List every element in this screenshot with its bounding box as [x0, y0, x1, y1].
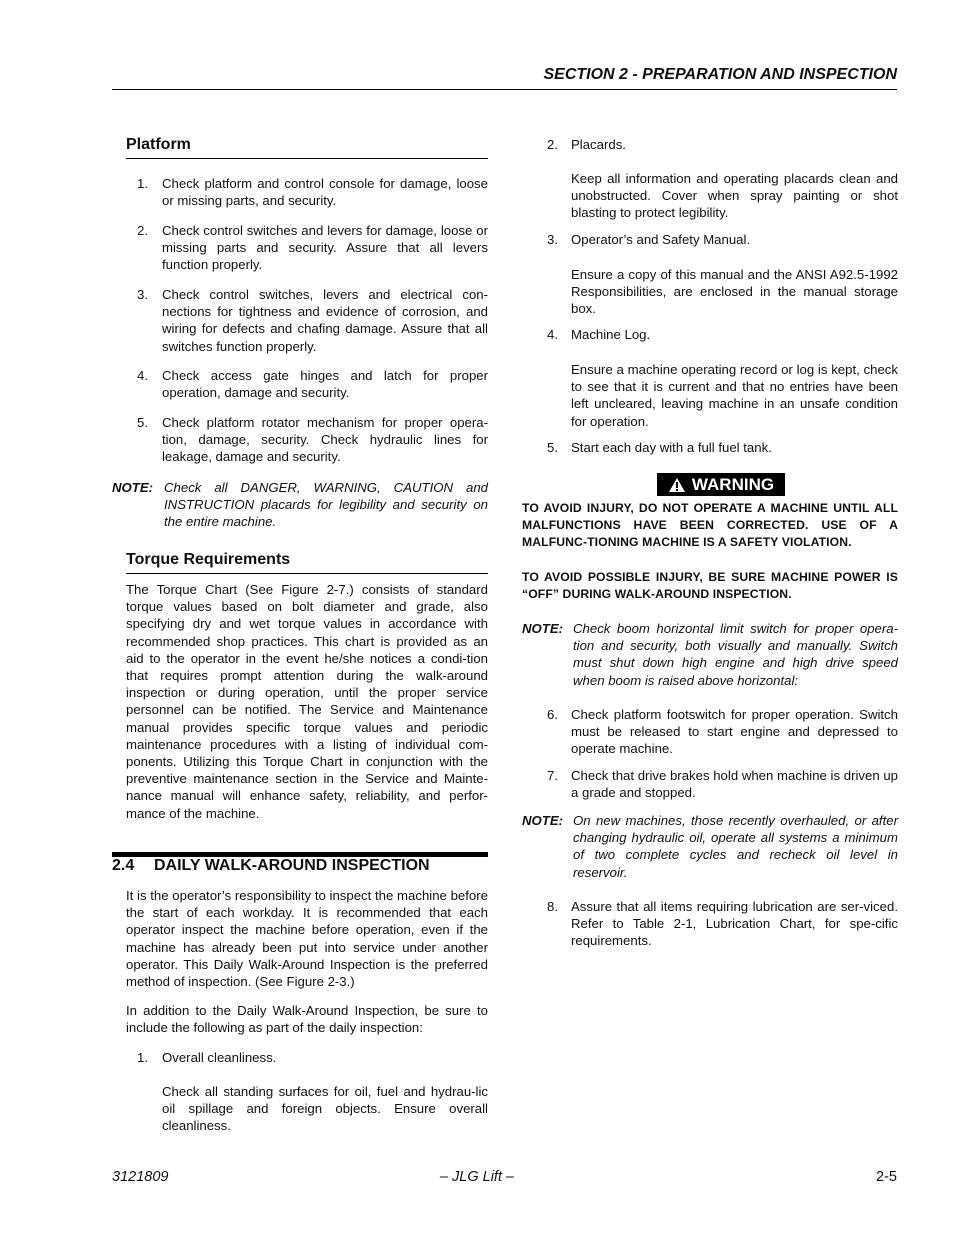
item-6-text: Check platform footswitch for proper operation. Switch must be released to start engine and depressed to operate machine. [571, 707, 898, 757]
platform-note-text: Check all DANGER, WARNING, CAUTION and INSTRUCTION placards for legibility and security on the entire machine. [164, 480, 488, 530]
item-8-number: 8. [547, 899, 558, 914]
note-1-text: Check boom horizontal limit switch for proper opera-tion and security, both visually and manually. Switch must shut down high engine and high drive speed when boom is raised above horizontal: [573, 621, 898, 688]
warning-triangle-icon [668, 477, 686, 493]
platform-heading-rule [126, 158, 488, 159]
item-6-number: 6. [547, 707, 558, 722]
warning-label: WARNING [691, 475, 775, 494]
note-1-label: NOTE: [522, 621, 564, 636]
section-para-1: It is the operator’s responsibility to inspect the machine before the start of each workday. It is recommended that each operator inspect the machine before operation, even if the machine has already been put into service under another operator. This Daily Walk-Around Inspection is the preferred method of inspection. (See Figure 2-3.) [126, 888, 488, 990]
section-header-title: SECTION 2 - PREPARATION AND INSPECTION [543, 66, 897, 83]
section-heading [112, 857, 430, 874]
item-7-text: Check that drive brakes hold when machine is driven up a grade and stopped. [571, 768, 898, 801]
header-rule [112, 89, 897, 90]
platform-item-4-text: Check access gate hinges and latch for proper operation, damage and security. [162, 368, 488, 401]
note-2-text: On new machines, those recently overhauled, or after changing hydraulic oil, operate all systems a minimum of two complete cycles and recheck oil level in reservoir. [573, 813, 898, 880]
torque-heading-rule [126, 573, 488, 574]
section-item-1-number: 1. [137, 1050, 148, 1065]
item-5-text: Start each day with a full fuel tank. [571, 440, 772, 455]
platform-item-1-number: 1. [137, 176, 148, 191]
footer-brand: – JLG Lift – [439, 1169, 515, 1185]
platform-item-2-number: 2. [137, 223, 148, 238]
item-3-number: 3. [547, 232, 558, 247]
section-item-1-body: Check all standing surfaces for oil, fuel and hydrau-lic oil spillage and foreign objects. Ensure overall cleanliness. [162, 1084, 488, 1134]
platform-item-5-text: Check platform rotator mechanism for proper opera-tion, damage, security. Check hydraulic lines for leakage, damage and security. [162, 415, 488, 465]
section-number: 2.4 [112, 857, 135, 874]
item-3-body: Ensure a copy of this manual and the ANSI A92.5-1992 Responsibilities, are enclosed in the manual storage box. [571, 267, 898, 317]
platform-item-1-text: Check platform and control console for damage, loose or missing parts, and security. [162, 176, 488, 209]
warning-text-1: TO AVOID INJURY, DO NOT OPERATE A MACHINE UNTIL ALL MALFUNCTIONS HAVE BEEN CORRECTED. USE OF A MALFUNC-TIONING MACHINE IS A SAFETY VIOLATION. [522, 501, 898, 550]
item-2-title: Placards. [571, 137, 626, 152]
platform-heading: Platform [126, 136, 191, 153]
platform-item-2-text: Check control switches and levers for damage, loose or missing parts and security. Assure that all levers function properly. [162, 223, 488, 273]
section-para-2: In addition to the Daily Walk-Around Inspection, be sure to include the following as part of the daily inspection: [126, 1003, 488, 1036]
section-title: DAILY WALK-AROUND INSPECTION [154, 857, 430, 874]
item-5-number: 5. [547, 440, 558, 455]
section-item-1-title: Overall cleanliness. [162, 1050, 277, 1065]
platform-item-3-text: Check control switches, levers and electrical con-nections for tightness and evidence of corrosion, and wiring for defects and chafing damage. Assure that all switches function properly. [162, 287, 488, 354]
torque-heading: Torque Requirements [126, 551, 291, 568]
warning-badge [657, 473, 785, 496]
item-7-number: 7. [547, 768, 558, 783]
item-2-body: Keep all information and operating placards clean and unobstructed. Cover when spray painting or shot blasting to protect legibility. [571, 171, 898, 221]
footer-page-number: 2-5 [876, 1169, 897, 1185]
item-4-body: Ensure a machine operating record or log is kept, check to see that it is current and that no entries have been left uncleared, leaving machine in an unsafe condition for operation. [571, 362, 898, 429]
platform-item-5-number: 5. [137, 415, 148, 430]
platform-note-label: NOTE: [112, 480, 154, 495]
note-2-label: NOTE: [522, 813, 564, 828]
warning-text-2: TO AVOID POSSIBLE INJURY, BE SURE MACHINE POWER IS “OFF” DURING WALK-AROUND INSPECTION. [522, 570, 898, 602]
item-8-text: Assure that all items requiring lubrication are ser-viced. Refer to Table 2-1, Lubrication Chart, for spe-cific requirements. [571, 899, 898, 949]
item-4-title: Machine Log. [571, 327, 651, 342]
item-3-title: Operator’s and Safety Manual. [571, 232, 751, 247]
platform-item-3-number: 3. [137, 287, 148, 302]
item-2-number: 2. [547, 137, 558, 152]
platform-item-4-number: 4. [137, 368, 148, 383]
footer-document-number: 3121809 [112, 1169, 169, 1185]
torque-body: The Torque Chart (See Figure 2-7.) consists of standard torque values based on bolt diameter and grade, also specifying dry and wet torque values in accordance with recommended shop practices. This chart is provided as an aid to the operator in the event he/she notices a condi-tion that requires prompt attention during the walk-around inspection or during operation, until the proper service personnel can be notified. The Service and Maintenance manual provides specific torque values and periodic maintenance procedures with a listing of individual com-ponents. Utilizing this Torque Chart in conjunction with the preventive maintenance section in the Service and Mainte-nance manual will enhance safety, reliability, and perfor-mance of the machine. [126, 582, 488, 821]
item-4-number: 4. [547, 327, 558, 342]
